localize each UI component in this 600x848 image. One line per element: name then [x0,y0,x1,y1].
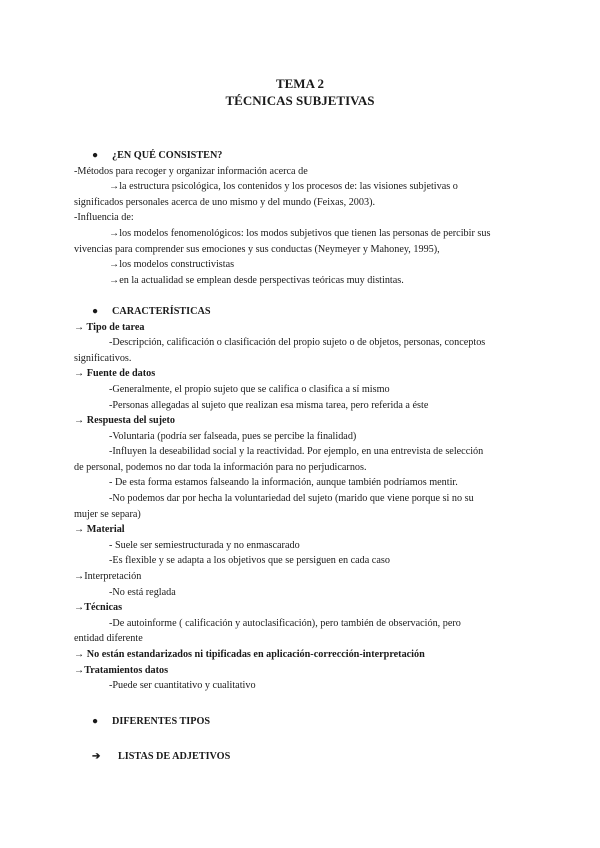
spacer [74,729,526,749]
document-title-line1: TEMA 2 [275,76,325,91]
subheading-material: → Material [74,524,125,536]
text-line: -No está reglada [109,586,176,598]
subheading-tipo-tarea: → Tipo de tarea [74,321,145,333]
section-heading-consisten: ● ¿EN QUÉ CONSISTEN? [74,148,526,164]
text-line: de personal, podemos no dar toda la información para no perjudicarnos. [74,461,367,473]
text-line: -De autoinforme ( calificación y autoclasificación), pero también de observación, pero [109,617,461,629]
subheading-fuente-datos: → Fuente de datos [74,368,156,380]
spacer [74,694,526,714]
bullet-icon: ● [92,715,99,727]
text-line: -Voluntaria (podría ser falseada, pues se percibe la finalidad) [109,430,357,442]
text-line: significativos. [74,352,132,364]
subheading-no-estandarizados: → No están estandarizados ni tipificadas en aplicación-corrección-interpretación [74,649,425,660]
text-line: -Puede ser cuantitativo y cualitativo [109,680,256,692]
text-line: -Personas allegadas al sujeto que realizan esa misma tarea, pero referida a éste [109,399,429,411]
text-line: -Generalmente, el propio sujeto que se califica o clasifica a sí mismo [109,383,390,395]
section-heading-diferentes-tipos: ● DIFERENTES TIPOS [74,714,526,730]
text-line: mujer se separa) [74,508,141,520]
subheading-interpretacion: →Interpretación [74,571,142,583]
text-line: -No podemos dar por hecha la voluntariedad del sujeto (marido que viene porque si no su [109,493,474,505]
document-title-line2: TÉCNICAS SUBJETIVAS [225,93,375,108]
document-body [74,148,526,765]
bullet-icon: ● [92,305,99,317]
text-line: vivencias para comprender sus emociones y sus conductas (Neymeyer y Mahoney, 1995), [74,243,440,255]
text-line: - De esta forma estamos falseando la información, aunque también podríamos mentir. [109,477,458,489]
text-line: →los modelos fenomenológicos: los modos subjetivos que tienen las personas de percibir sus [109,227,491,239]
text-line: →en la actualidad se emplean desde perspectivas teóricas muy distintas. [109,274,404,286]
subheading-respuesta-sujeto: → Respuesta del sujeto [74,415,176,427]
text-line: →la estructura psicológica, los contenidos y los procesos de: las visiones subjetivas o [109,181,458,193]
spacer [74,288,526,304]
text-line: →los modelos constructivistas [109,259,235,271]
text-line: -Métodos para recoger y organizar información acerca de [74,165,308,177]
text-line: entidad diferente [74,633,143,645]
section-heading-caracteristicas: ● CARACTERÍSTICAS [74,304,526,320]
text-line: -Descripción, calificación o clasificación del propio sujeto o de objetos, personas, conceptos [109,337,486,349]
text-line: - Suele ser semiestructurada y no enmascarado [109,539,300,551]
section-heading-listas-adjetivos: ➔ LISTAS DE ADJETIVOS [74,749,526,765]
subheading-tecnicas: →Técnicas [74,602,123,614]
text-line: significados personales acerca de uno mismo y del mundo (Feixas, 2003). [74,196,376,208]
bullet-icon: ● [92,150,99,161]
text-line: -Es flexible y se adapta a los objetivos que se persiguen en cada caso [109,555,390,567]
subheading-tratamientos-datos: →Tratamientos datos [74,664,169,676]
text-line: -Influyen la deseabilidad social y la reactividad. Por ejemplo, en una entrevista de selección [109,446,484,458]
text-line: -Influencia de: [74,212,134,224]
arrow-icon: ➔ [92,751,101,763]
